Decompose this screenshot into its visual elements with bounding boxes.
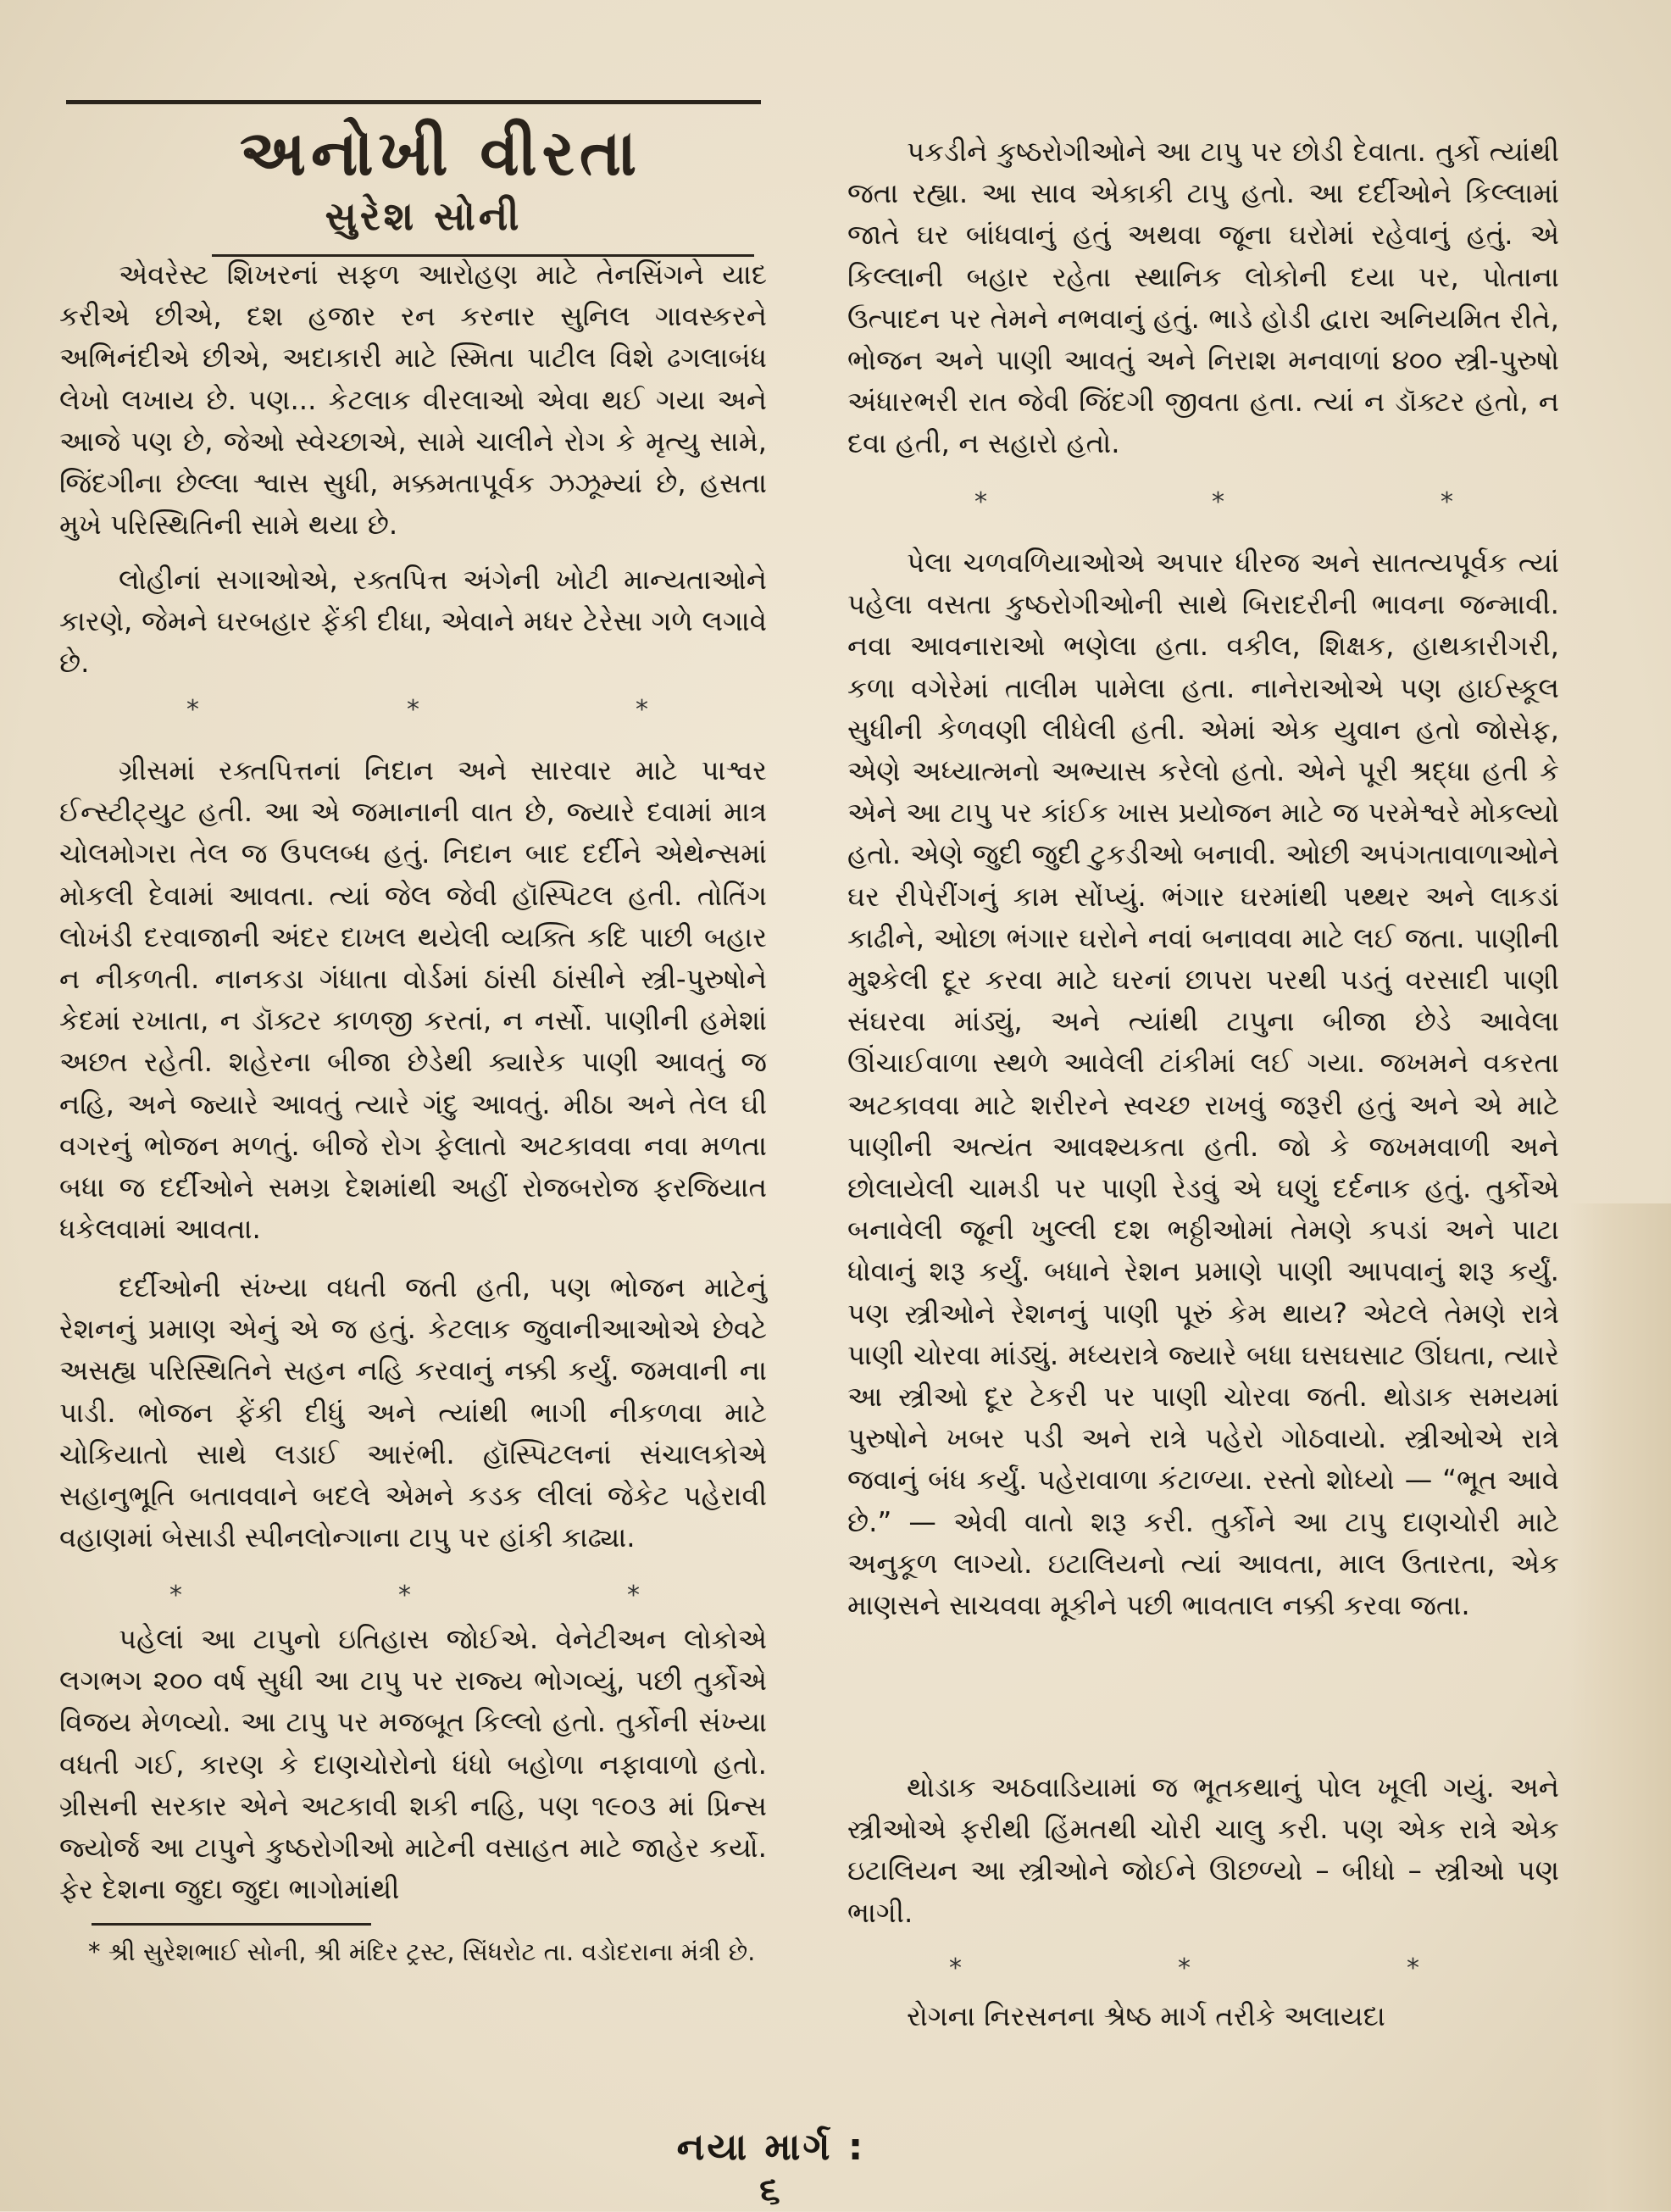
star-mark: * bbox=[974, 487, 987, 517]
left-column bbox=[59, 0, 767, 2211]
right-para-4-text: રોગના નિરસનના શ્રેષ્ઠ માર્ગ તરીકે અલાયદા bbox=[907, 2000, 1385, 2032]
star-mark: * bbox=[1178, 1954, 1191, 1983]
left-para-2 bbox=[59, 559, 767, 685]
star-mark: * bbox=[407, 695, 419, 725]
right-para-2-text: પેલા ચળવળિયાઓએ અપાર ધીરજ અને સાતત્યપૂર્વક ત્યાં પહેલા વસતા કુષ્ઠરોગીઓની સાથે બિરાદરીની ભાવના જન્માવી. નવા આવનારાઓ ભણેલા હતા. વકીલ, શિક્ષક, હાથકારીગરી, કળા વગેરેમાં તાલીમ પામેલા હતા. નાનેરાઓએ પણ હાઈસ્કૂલ સુધીની કેળવણી લીધેલી હતી. એમાં એક યુવાન હતો જોસેફ, એણે અધ્યાત્મનો અભ્યાસ કરેલો હતો. એને પૂરી શ્રદ્ધા હતી કે એને આ ટાપુ પર કાંઈક ખાસ પ્રયોજન માટે જ પરમેશ્વરે મોકલ્યો હતો. એણે જુદી જુદી ટુકડીઓ બનાવી. ઓછી અપંગતાવાળાઓને ઘર રીપેરીંગનું કામ સોંપ્યું. ભંગાર ઘરમાંથી પથ્થર અને લાકડાં કાઢીને, ઓછા ભંગાર ઘરોને નવાં બનાવવા માટે લઈ જતા. પાણીની મુશ્કેલી દૂર કરવા માટે ઘરનાં છાપરા પરથી પડતું વરસાદી પાણી સંઘરવા માંડ્યું, અને ત્યાંથી ટાપુના બીજા છેડે આવેલા ઊંચાઈવાળા સ્થળે આવેલી ટાંકીમાં લઈ ગયા. જખમને વકરતા અટકાવવા માટે શરીરને સ્વચ્છ રાખવું જરૂરી હતું અને એ માટે પાણીની અત્યંત આવશ્યકતા હતી. જો કે જખમવાળી અને છોલાયેલી ચામડી પર પાણી રેડવું એ ઘણું દર્દનાક હતું. તુર્કોએ બનાવેલી જૂની ખુલ્લી દશ ભઠ્ઠીઓમાં તેમણે કપડાં અને પાટા ધોવાનું શરૂ કર્યું. બધાને રેશન પ્રમાણે પાણી આપવાનું શરૂ કર્યું. પણ સ્ત્રીઓને રેશનનું પાણી પૂરું કેમ થાય? એટલે તેમણે રાત્રે પાણી ચોરવા માંડ્યું. મધ્યરાત્રે જ્યારે બધા ઘસઘસાટ ઊંઘતા, ત્યારે આ સ્ત્રીઓ દૂર ટેકરી પર પાણી ચોરવા જતી. થોડાક સમયમાં પુરુષોને ખબર પડી અને રાત્રે પહેરો ગોઠવાયો. સ્ત્રીઓએ રાત્રે જવાનું બંધ કર્યું. પહેરાવાળા કંટાળ્યા. રસ્તો શોધ્યો — “ભૂત આવે છે.” — એવી વાતો શરૂ કરી. તુર્કોને આ ટાપુ દાણચોરી માટે અનુકૂળ લાગ્યો. ઇટાલિયનો ત્યાં આવતા, માલ ઉતારતા, એક માણસને સાચવવા મૂકીને પછી ભાવતાલ નક્કી કરવા જતા. bbox=[847, 547, 1559, 1622]
article-author: સુરેશ સોની bbox=[325, 193, 523, 239]
section-break-3 bbox=[847, 487, 1559, 521]
section-break-4 bbox=[847, 1954, 1559, 1987]
left-para-4-text: દર્દીઓની સંખ્યા વધતી જતી હતી, પણ ભોજન માટેનું રેશનનું પ્રમાણ એનું એ જ હતું. કેટલાક જુવાનીઆઓએ છેવટે અસહ્ય પરિસ્થિતિને સહન નહિ કરવાનું નક્કી કર્યું. જમવાની ના પાડી. ભોજન ફેંકી દીધું અને ત્યાંથી ભાગી નીકળવા માટે ચોકિયાતો સાથે લડાઈ આરંભી. હૉસ્પિટલનાં સંચાલકોએ સહાનુભૂતિ બતાવવાને બદલે એમને કડક લીલાં જેકેટ પહેરાવી વહાણમાં બેસાડી સ્પીનલોન્ગાના ટાપુ પર હાંકી કાઢ્યા. bbox=[59, 1271, 767, 1554]
left-para-1 bbox=[59, 254, 767, 546]
right-column bbox=[847, 0, 1576, 2211]
right-para-2 bbox=[847, 542, 1559, 1626]
right-para-4 bbox=[847, 1996, 1559, 2037]
left-para-3 bbox=[59, 750, 767, 1250]
page-footer: નયા માર્ગ : ૬ bbox=[676, 2126, 866, 2212]
left-para-5-text: પહેલાં આ ટાપુનો ઇતિહાસ જોઈએ. વેનેટીઅન લોકોએ લગભગ ૨૦૦ વર્ષ સુધી આ ટાપુ પર રાજ્ય ભોગવ્યું, પછી તુર્કોએ વિજય મેળવ્યો. આ ટાપુ પર મજબૂત કિલ્લો હતો. તુર્કોની સંખ્યા વધતી ગઈ, કારણ કે દાણચોરોનો ધંધો બહોળા નફાવાળો હતો. ગ્રીસની સરકાર એને અટકાવી શકી નહિ, પણ ૧૯૦૩ માં પ્રિન્સ જ્યોર્જ આ ટાપુને કુષ્ઠરોગીઓ માટેની વસાહત માટે જાહેર કર્યો. ફેર દેશના જુદા જુદા ભાગોમાંથી bbox=[59, 1623, 767, 1906]
author-footnote: * શ્રી સુરેશભાઈ સોની, શ્રી મંદિર ટ્રસ્ટ, સિંધરોટ તા. વડોદરાના મંત્રી છે. bbox=[88, 1937, 756, 1966]
title-top-rule bbox=[66, 100, 761, 104]
star-mark: * bbox=[627, 1581, 640, 1610]
footnote-rule bbox=[92, 1923, 371, 1926]
right-para-1-text: પકડીને કુષ્ઠરોગીઓને આ ટાપુ પર છોડી દેવાતા. તુર્કો ત્યાંથી જતા રહ્યા. આ સાવ એકાકી ટાપુ હતો. આ દર્દીઓને કિલ્લામાં જાતે ઘર બાંધવાનું હતું અથવા જૂના ઘરોમાં રહેવાનું હતું. એ કિલ્લાની બહાર રહેતા સ્થાનિક લોકોની દયા પર, પોતાના ઉત્પાદન પર તેમને નભવાનું હતું. ભાડે હોડી દ્વારા અનિયમિત રીતે, ભોજન અને પાણી આવતું અને નિરાશ મનવાળાં ૪૦૦ સ્ત્રી-પુરુષો અંધારભરી રાત જેવી જિંદગી જીવતા હતા. ત્યાં ન ડૉક્ટર હતો, ન દવા હતી, ન સહારો હતો. bbox=[847, 136, 1559, 460]
left-para-3-text: ગ્રીસમાં રક્તપિત્તનાં નિદાન અને સારવાર માટે પાશ્વર ઈન્સ્ટીટ્યુટ હતી. આ એ જમાનાની વાત છે, જ્યારે દવામાં માત્ર ચોલમોગરા તેલ જ ઉપલબ્ધ હતું. નિદાન બાદ દર્દીને એથેન્સમાં મોકલી દેવામાં આવતા. ત્યાં જેલ જેવી હૉસ્પિટલ હતી. તોતિંગ લોખંડી દરવાજાની અંદર દાખલ થયેલી વ્યક્તિ કદિ પાછી બહાર ન નીકળતી. નાનકડા ગંધાતા વોર્ડમાં ઠાંસી ઠાંસીને સ્ત્રી-પુરુષોને કેદમાં રખાતા, ન ડૉક્ટર કાળજી કરતાં, ન નર્સો. પાણીની હમેશાં અછત રહેતી. શહેરના બીજા છેડેથી ક્યારેક પાણી આવતું જ નહિ, અને જ્યારે આવતું ત્યારે ગંદુ આવતું. મીઠા અને તેલ ઘી વગરનું ભોજન મળતું. બીજે રોગ ફેલાતો અટકાવવા નવા મળતા બધા જ દર્દીઓને સમગ્ર દેશમાંથી અહીં રોજબરોજ ફરજિયાત ધકેલવામાં આવતા. bbox=[59, 754, 767, 1246]
page-edge-shadow bbox=[1569, 1203, 1671, 2211]
left-para-4 bbox=[59, 1267, 767, 1559]
star-mark: * bbox=[186, 695, 199, 725]
star-mark: * bbox=[169, 1581, 182, 1610]
right-para-1 bbox=[847, 131, 1559, 465]
section-break-1 bbox=[59, 695, 767, 729]
right-para-3 bbox=[847, 1767, 1559, 1934]
left-para-2-text: લોહીનાં સગાઓએ, રક્તપિત્ત અંગેની ખોટી માન્યતાઓને કારણે, જેમને ઘરબહાર ફેંકી દીધા, એવાને મધર ટેરેસા ગળે લગાવે છે. bbox=[59, 564, 767, 680]
star-mark: * bbox=[1441, 487, 1453, 517]
left-para-5 bbox=[59, 1619, 767, 1910]
star-mark: * bbox=[1212, 487, 1224, 517]
star-mark: * bbox=[636, 695, 648, 725]
article-title: અનોખી વીરતા bbox=[239, 117, 642, 190]
star-mark: * bbox=[1407, 1954, 1419, 1983]
left-para-1-text: એવરેસ્ટ શિખરનાં સફળ આરોહણ માટે તેનસિંગને યાદ કરીએ છીએ, દશ હજાર રન કરનાર સુનિલ ગાવસ્કરને અભિનંદીએ છીએ, અદાકારી માટે સ્મિતા પાટીલ વિશે ઢગલાબંધ લેખો લખાય છે. પણ... કેટલાક વીરલાઓ એવા થઈ ગયા અને આજે પણ છે, જેઓ સ્વેચ્છાએ, સામે ચાલીને રોગ કે મૃત્યુ સામે, જિંદગીના છેલ્લા શ્વાસ સુધી, મક્કમતાપૂર્વક ઝઝૂમ્યાં છે, હસતા મુખે પરિસ્થિતિની સામે થયા છે. bbox=[59, 258, 767, 542]
right-para-3-text: થોડાક અઠવાડિયામાં જ ભૂતકથાનું પોલ ખૂલી ગયું. અને સ્ત્રીઓએ ફરીથી હિંમતથી ચોરી ચાલુ કરી. પણ એક રાત્રે એક ઇટાલિયન આ સ્ત્રીઓને જોઈને ઊછળ્યો – બીધો – સ્ત્રીઓ પણ ભાગી. bbox=[847, 1771, 1559, 1929]
star-mark: * bbox=[949, 1954, 962, 1983]
star-mark: * bbox=[398, 1581, 411, 1610]
section-break-2 bbox=[59, 1581, 767, 1615]
